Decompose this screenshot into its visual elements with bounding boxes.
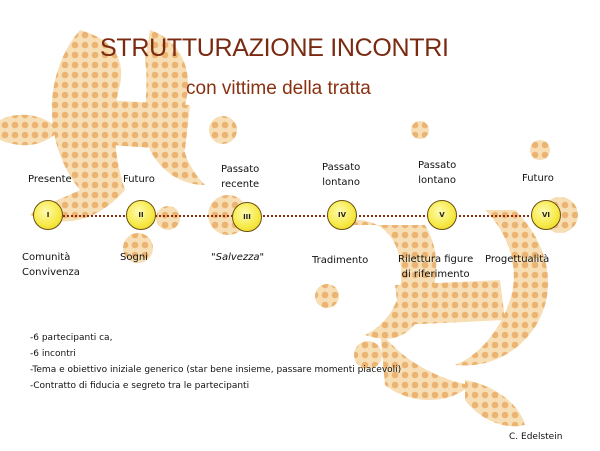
topic-label-6: Progettualità [485,254,550,265]
node-numeral: I [46,211,50,219]
node-numeral: IV [337,211,347,219]
author-credit: C. Edelstein [509,432,563,442]
note-item: -Tema e obiettivo iniziale generico (star bene insieme, passare momenti piacevoli) [30,365,402,375]
node-numeral: III [243,213,251,221]
time-label-2: Futuro [123,174,155,185]
time-label-4: Passato lontano [322,162,361,188]
time-label-6: Futuro [522,173,554,184]
timeline-line [48,215,548,217]
timeline-node-6 [531,200,561,230]
topic-label-3: "Salvezza" [211,252,265,263]
note-item: -6 partecipanti ca, [30,333,113,343]
node-numeral: V [439,211,445,219]
timeline-node-2 [126,200,156,230]
topic-label-4: Tradimento [312,255,369,266]
topic-label-1: Comunità Convivenza [22,252,80,278]
time-label-5: Passato lontano [418,160,457,186]
time-label-1: Presente [28,174,72,185]
timeline-node-1 [33,200,63,230]
topic-label-2: Sogni [120,252,148,263]
timeline-node-3 [232,202,262,232]
page-subtitle: con vittime della tratta [186,78,371,99]
node-numeral: II [138,211,144,219]
note-item: -6 incontri [30,349,76,359]
note-item: -Contratto di fiducia e segreto tra le partecipanti [30,381,250,391]
topic-label-5: Rilettura figure di riferimento [398,254,474,280]
timeline-node-4 [327,200,357,230]
notes-list [30,330,401,394]
node-numeral: VI [541,211,551,219]
page-title: STRUTTURAZIONE INCONTRI [100,34,449,62]
time-label-3: Passato recente [221,164,260,190]
timeline-node-5 [427,200,457,230]
